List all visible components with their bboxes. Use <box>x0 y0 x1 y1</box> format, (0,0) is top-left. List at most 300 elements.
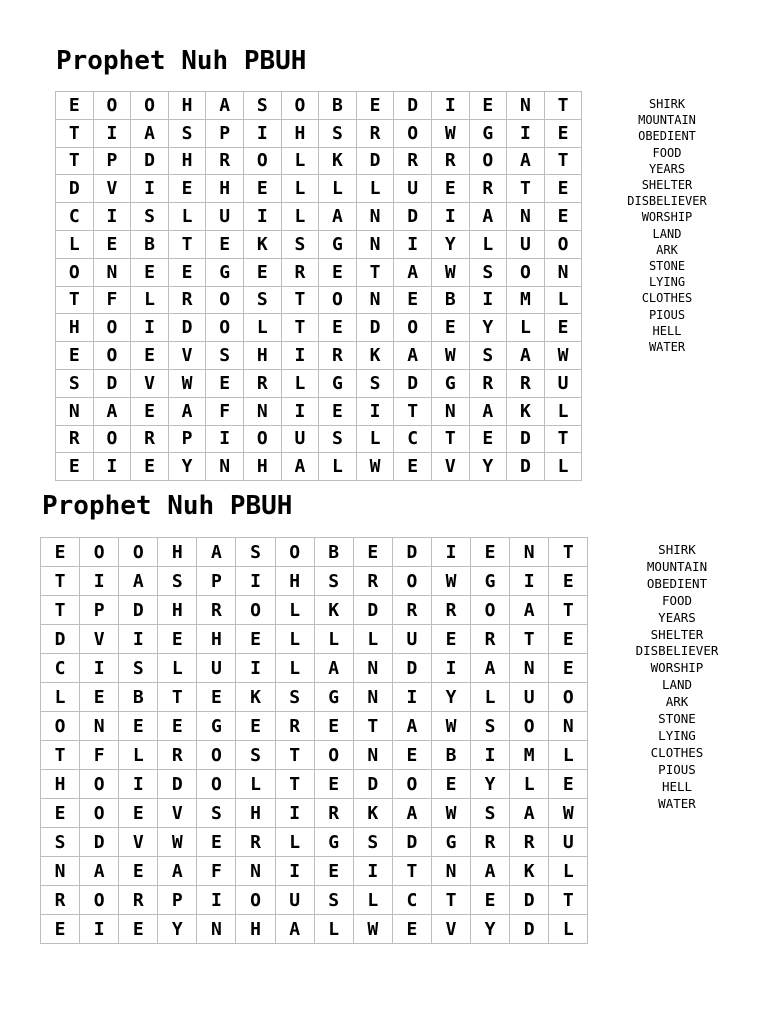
grid-cell: L <box>282 370 320 398</box>
grid-cell: E <box>41 915 80 944</box>
word-list-item: SHELTER <box>650 626 704 642</box>
grid-cell: H <box>158 596 197 625</box>
grid-cell: E <box>244 175 282 203</box>
grid-cell: A <box>197 538 236 567</box>
grid-cell: I <box>244 120 282 148</box>
grid-cell: T <box>41 596 80 625</box>
grid-cell: R <box>158 741 197 770</box>
grid-cell: A <box>510 799 549 828</box>
grid-cell: A <box>470 398 508 426</box>
grid-cell: L <box>549 915 588 944</box>
grid-cell: T <box>549 538 588 567</box>
grid-cell: A <box>394 342 432 370</box>
grid-cell: L <box>471 683 510 712</box>
grid-cell: R <box>471 828 510 857</box>
grid-cell: O <box>131 92 169 120</box>
grid-cell: D <box>394 92 432 120</box>
grid-cell: G <box>315 828 354 857</box>
grid-cell: E <box>206 370 244 398</box>
grid-cell: N <box>41 857 80 886</box>
grid-cell: N <box>357 231 395 259</box>
grid-cell: A <box>470 203 508 231</box>
grid-cell: H <box>244 453 282 481</box>
grid-cell: O <box>393 567 432 596</box>
grid-cell: I <box>197 886 236 915</box>
grid-cell: L <box>319 453 357 481</box>
grid-cell: E <box>41 538 80 567</box>
grid-cell: O <box>393 770 432 799</box>
grid-cell: I <box>470 287 508 315</box>
grid-cell: H <box>41 770 80 799</box>
grid-cell: H <box>206 175 244 203</box>
grid-cell: C <box>56 203 94 231</box>
grid-cell: R <box>507 370 545 398</box>
grid-cell: Y <box>471 915 510 944</box>
grid-cell: T <box>545 92 583 120</box>
grid-cell: I <box>471 741 510 770</box>
grid-cell: D <box>158 770 197 799</box>
grid-cell: V <box>80 625 119 654</box>
grid-cell: S <box>206 342 244 370</box>
puzzle-title: Prophet Nuh PBUH <box>56 46 307 76</box>
grid-cell: U <box>282 426 320 454</box>
grid-cell: O <box>236 596 275 625</box>
grid-cell: I <box>393 683 432 712</box>
grid-cell: H <box>276 567 315 596</box>
word-list-item: LYING <box>658 727 696 743</box>
grid-cell: D <box>393 828 432 857</box>
word-list-item: WORSHIP <box>641 210 693 225</box>
grid-cell: S <box>470 259 508 287</box>
grid-cell: O <box>244 148 282 176</box>
word-list-item: FOOD <box>661 592 693 608</box>
grid-cell: T <box>41 567 80 596</box>
grid-cell: L <box>282 175 320 203</box>
grid-cell: E <box>169 259 207 287</box>
grid-cell: R <box>197 596 236 625</box>
grid-cell: W <box>432 120 470 148</box>
grid-cell: N <box>507 203 545 231</box>
grid-cell: G <box>319 231 357 259</box>
grid-cell: R <box>470 175 508 203</box>
grid-cell: O <box>206 287 244 315</box>
grid-cell: N <box>206 453 244 481</box>
grid-cell: D <box>393 538 432 567</box>
word-list-item: SHELTER <box>641 178 693 193</box>
grid-cell: E <box>158 625 197 654</box>
grid-cell: D <box>41 625 80 654</box>
grid-cell: O <box>510 712 549 741</box>
grid-cell: V <box>158 799 197 828</box>
grid-cell: E <box>119 799 158 828</box>
grid-cell: L <box>276 596 315 625</box>
grid-cell: L <box>131 287 169 315</box>
grid-cell: T <box>282 287 320 315</box>
word-list-item: LAND <box>661 677 693 693</box>
grid-cell: U <box>510 683 549 712</box>
grid-cell: D <box>94 370 132 398</box>
grid-cell: L <box>169 203 207 231</box>
grid-cell: H <box>169 92 207 120</box>
grid-cell: C <box>394 426 432 454</box>
grid-cell: B <box>432 287 470 315</box>
grid-cell: O <box>282 92 320 120</box>
grid-cell: A <box>507 148 545 176</box>
grid-cell: S <box>471 712 510 741</box>
grid-cell: E <box>394 287 432 315</box>
grid-cell: T <box>507 175 545 203</box>
grid-cell: O <box>549 683 588 712</box>
grid-cell: E <box>432 314 470 342</box>
grid-cell: B <box>315 538 354 567</box>
grid-cell: R <box>319 342 357 370</box>
grid-cell: S <box>197 799 236 828</box>
grid-cell: O <box>80 799 119 828</box>
grid-cell: A <box>276 915 315 944</box>
grid-cell: O <box>41 712 80 741</box>
grid-cell: E <box>119 857 158 886</box>
grid-cell: E <box>119 915 158 944</box>
grid-cell: S <box>315 886 354 915</box>
grid-cell: E <box>319 398 357 426</box>
grid-cell: L <box>545 287 583 315</box>
grid-cell: T <box>357 259 395 287</box>
grid-cell: R <box>471 625 510 654</box>
grid-cell: E <box>56 453 94 481</box>
grid-cell: E <box>432 175 470 203</box>
grid-cell: W <box>354 915 393 944</box>
word-list-item: OBEDIENT <box>646 575 708 591</box>
grid-cell: I <box>354 857 393 886</box>
grid-cell: E <box>315 857 354 886</box>
grid-cell: C <box>41 654 80 683</box>
grid-cell: T <box>276 770 315 799</box>
word-list-item: SHIRK <box>658 542 696 557</box>
grid-cell: E <box>545 203 583 231</box>
grid-cell: E <box>236 712 275 741</box>
word-list-item: ARK <box>656 242 678 257</box>
grid-cell: O <box>80 770 119 799</box>
grid-cell: A <box>471 857 510 886</box>
grid-cell: S <box>470 342 508 370</box>
grid-cell: V <box>94 175 132 203</box>
grid-cell: U <box>206 203 244 231</box>
grid-cell: W <box>432 712 471 741</box>
grid-cell: N <box>197 915 236 944</box>
grid-cell: V <box>131 370 169 398</box>
grid-cell: O <box>94 314 132 342</box>
grid-cell: P <box>197 567 236 596</box>
grid-cell: H <box>244 342 282 370</box>
grid-cell: K <box>357 342 395 370</box>
grid-cell: R <box>131 426 169 454</box>
grid-cell: E <box>470 92 508 120</box>
grid-cell: F <box>197 857 236 886</box>
grid-cell: G <box>197 712 236 741</box>
grid-cell: Y <box>470 314 508 342</box>
word-list-item: HELL <box>661 778 693 794</box>
grid-cell: O <box>236 886 275 915</box>
grid-cell: O <box>471 596 510 625</box>
grid-cell: R <box>432 148 470 176</box>
grid-cell: L <box>315 915 354 944</box>
word-list <box>608 96 726 355</box>
grid-cell: E <box>471 886 510 915</box>
grid-cell: E <box>319 314 357 342</box>
grid-cell: O <box>197 770 236 799</box>
grid-cell: U <box>545 370 583 398</box>
grid-cell: S <box>131 203 169 231</box>
grid-cell: E <box>545 175 583 203</box>
grid-cell: U <box>549 828 588 857</box>
grid-cell: W <box>549 799 588 828</box>
grid-cell: E <box>315 770 354 799</box>
grid-cell: T <box>432 886 471 915</box>
puzzle-title: Prophet Nuh PBUH <box>42 491 293 521</box>
grid-cell: E <box>471 538 510 567</box>
grid-cell: Y <box>158 915 197 944</box>
grid-cell: N <box>354 741 393 770</box>
grid-cell: R <box>315 799 354 828</box>
grid-cell: A <box>282 453 320 481</box>
grid-cell: E <box>549 567 588 596</box>
grid-cell: E <box>169 175 207 203</box>
grid-cell: E <box>545 120 583 148</box>
grid-cell: P <box>206 120 244 148</box>
grid-cell: D <box>169 314 207 342</box>
grid-cell: I <box>206 426 244 454</box>
grid-cell: N <box>94 259 132 287</box>
grid-cell: T <box>549 886 588 915</box>
grid-cell: T <box>56 148 94 176</box>
grid-cell: D <box>354 596 393 625</box>
grid-cell: H <box>197 625 236 654</box>
grid-cell: H <box>158 538 197 567</box>
grid-cell: I <box>394 231 432 259</box>
grid-cell: O <box>119 538 158 567</box>
grid-cell: E <box>56 342 94 370</box>
grid-cell: A <box>507 342 545 370</box>
grid-cell: I <box>432 538 471 567</box>
grid-cell: O <box>80 538 119 567</box>
grid-cell: L <box>244 314 282 342</box>
grid-cell: K <box>236 683 275 712</box>
grid-cell: L <box>282 148 320 176</box>
grid-cell: E <box>315 712 354 741</box>
word-list-item: LYING <box>648 275 686 290</box>
grid-cell: U <box>276 886 315 915</box>
grid-cell: H <box>56 314 94 342</box>
grid-cell: Y <box>470 453 508 481</box>
grid-cell: E <box>206 231 244 259</box>
grid-cell: E <box>197 683 236 712</box>
grid-cell: K <box>507 398 545 426</box>
grid-cell: R <box>276 712 315 741</box>
grid-cell: E <box>236 625 275 654</box>
grid-cell: I <box>244 203 282 231</box>
grid-cell: S <box>319 426 357 454</box>
grid-cell: R <box>56 426 94 454</box>
grid-cell: I <box>276 799 315 828</box>
word-list-item: DISBELIEVER <box>635 643 719 659</box>
grid-cell: W <box>545 342 583 370</box>
grid-cell: S <box>56 370 94 398</box>
grid-cell: D <box>510 915 549 944</box>
grid-cell: S <box>276 683 315 712</box>
grid-cell: L <box>41 683 80 712</box>
grid-cell: I <box>236 567 275 596</box>
grid-cell: T <box>549 596 588 625</box>
word-list-item: CLOTHES <box>641 291 693 306</box>
grid-cell: O <box>394 120 432 148</box>
grid-cell: A <box>158 857 197 886</box>
grid-cell: P <box>94 148 132 176</box>
grid-cell: R <box>510 828 549 857</box>
grid-cell: S <box>282 231 320 259</box>
grid-cell: S <box>169 120 207 148</box>
grid-cell: R <box>169 287 207 315</box>
grid-cell: R <box>357 120 395 148</box>
word-list-item: MOUNTAIN <box>646 558 708 574</box>
grid-cell: A <box>94 398 132 426</box>
grid-cell: E <box>393 915 432 944</box>
grid-cell: H <box>282 120 320 148</box>
grid-cell: R <box>470 370 508 398</box>
grid-cell: D <box>119 596 158 625</box>
word-list-item: SHIRK <box>648 97 686 111</box>
grid-cell: L <box>507 314 545 342</box>
grid-cell: D <box>354 770 393 799</box>
grid-cell: I <box>432 654 471 683</box>
grid-cell: P <box>169 426 207 454</box>
grid-cell: N <box>354 654 393 683</box>
grid-cell: I <box>510 567 549 596</box>
grid-cell: E <box>319 259 357 287</box>
grid-cell: S <box>319 120 357 148</box>
grid-cell: B <box>131 231 169 259</box>
grid-cell: W <box>432 567 471 596</box>
grid-cell: L <box>357 426 395 454</box>
grid-cell: S <box>244 92 282 120</box>
grid-cell: I <box>119 625 158 654</box>
grid-cell: E <box>549 625 588 654</box>
grid-cell: T <box>354 712 393 741</box>
grid-cell: O <box>94 342 132 370</box>
grid-cell: K <box>354 799 393 828</box>
grid-cell: V <box>432 453 470 481</box>
grid-cell: Y <box>471 770 510 799</box>
grid-cell: I <box>80 567 119 596</box>
grid-cell: O <box>319 287 357 315</box>
grid-cell: K <box>315 596 354 625</box>
grid-cell: A <box>394 259 432 287</box>
grid-cell: G <box>432 828 471 857</box>
grid-cell: T <box>41 741 80 770</box>
grid-cell: B <box>432 741 471 770</box>
grid-cell: W <box>432 799 471 828</box>
grid-cell: T <box>545 148 583 176</box>
grid-cell: N <box>357 203 395 231</box>
letter-grid <box>40 537 588 944</box>
grid-cell: E <box>56 92 94 120</box>
grid-cell: A <box>169 398 207 426</box>
grid-cell: E <box>393 741 432 770</box>
grid-cell: A <box>510 596 549 625</box>
grid-cell: E <box>357 92 395 120</box>
grid-cell: E <box>94 231 132 259</box>
grid-cell: S <box>354 828 393 857</box>
grid-cell: E <box>549 770 588 799</box>
grid-cell: L <box>276 654 315 683</box>
grid-cell: L <box>236 770 275 799</box>
grid-cell: N <box>80 712 119 741</box>
grid-cell: A <box>80 857 119 886</box>
grid-cell: L <box>276 625 315 654</box>
word-list-item: YEARS <box>658 609 696 625</box>
grid-cell: D <box>507 426 545 454</box>
grid-cell: W <box>169 370 207 398</box>
grid-cell: S <box>41 828 80 857</box>
word-list-item: HELL <box>652 323 682 338</box>
grid-cell: M <box>507 287 545 315</box>
grid-cell: D <box>507 453 545 481</box>
grid-cell: T <box>545 426 583 454</box>
grid-cell: S <box>471 799 510 828</box>
grid-cell: A <box>393 799 432 828</box>
grid-cell: P <box>158 886 197 915</box>
grid-cell: R <box>206 148 244 176</box>
grid-cell: E <box>80 683 119 712</box>
grid-cell: L <box>354 886 393 915</box>
grid-cell: D <box>394 203 432 231</box>
grid-cell: A <box>131 120 169 148</box>
word-list <box>618 542 736 813</box>
grid-cell: N <box>432 398 470 426</box>
grid-cell: D <box>56 175 94 203</box>
grid-cell: M <box>510 741 549 770</box>
grid-cell: E <box>354 538 393 567</box>
grid-cell: E <box>432 770 471 799</box>
grid-cell: B <box>319 92 357 120</box>
grid-cell: H <box>169 148 207 176</box>
word-list-item: CLOTHES <box>650 744 704 760</box>
grid-cell: A <box>471 654 510 683</box>
grid-cell: R <box>354 567 393 596</box>
grid-cell: L <box>56 231 94 259</box>
grid-cell: R <box>41 886 80 915</box>
grid-cell: R <box>282 259 320 287</box>
grid-cell: I <box>80 915 119 944</box>
grid-cell: I <box>276 857 315 886</box>
grid-cell: P <box>80 596 119 625</box>
grid-cell: V <box>119 828 158 857</box>
grid-cell: W <box>158 828 197 857</box>
grid-cell: T <box>56 120 94 148</box>
grid-cell: G <box>471 567 510 596</box>
grid-cell: H <box>236 915 275 944</box>
grid-cell: N <box>507 92 545 120</box>
grid-cell: S <box>236 741 275 770</box>
grid-cell: E <box>244 259 282 287</box>
grid-cell: A <box>315 654 354 683</box>
grid-cell: N <box>236 857 275 886</box>
grid-cell: K <box>319 148 357 176</box>
grid-cell: E <box>131 453 169 481</box>
grid-cell: L <box>354 625 393 654</box>
grid-cell: N <box>56 398 94 426</box>
grid-cell: R <box>394 148 432 176</box>
grid-cell: I <box>131 175 169 203</box>
